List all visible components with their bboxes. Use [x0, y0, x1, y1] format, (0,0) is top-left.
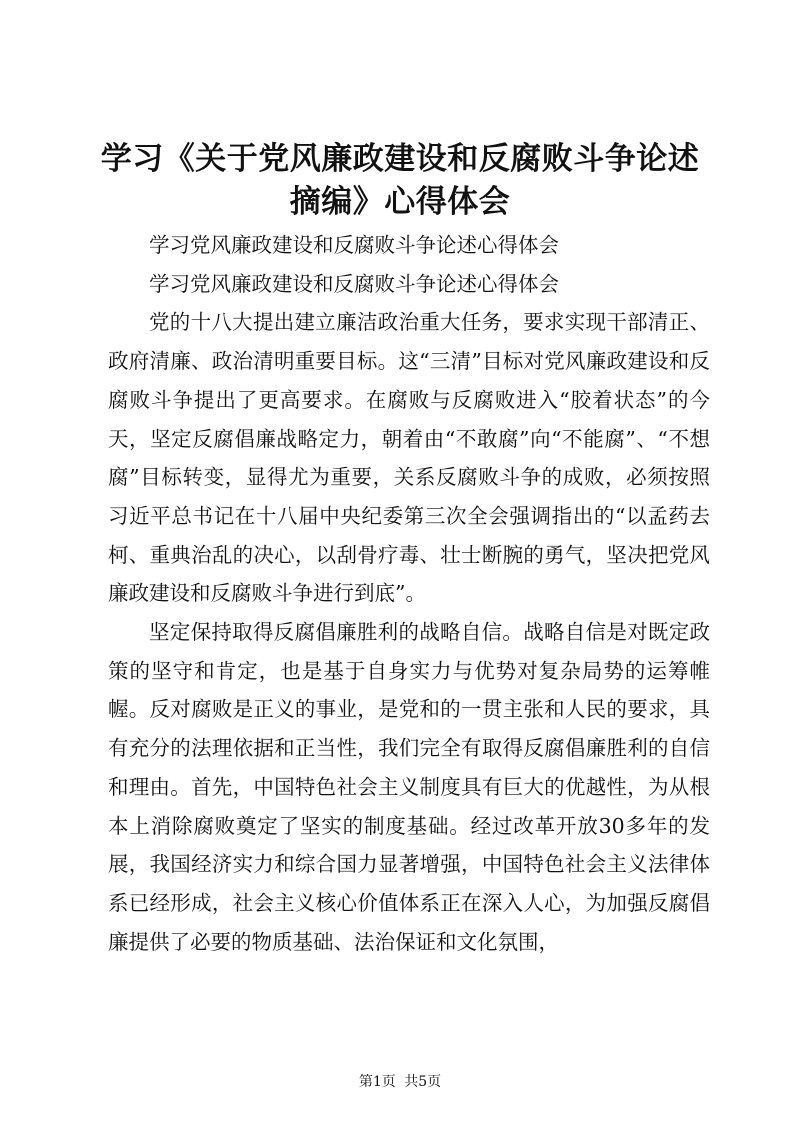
- paragraph-intro: 党的十八大提出建立廉洁政治重大任务，要求实现干部清正、政府清廉、政治清明重要目标。这“三清”目标对党风廉政建设和反腐败斗争提出了更高要求。在腐败与反腐败进入“胶着状态”的今天，坚定反腐倡廉战略定力，朝着由“不敢腐”向“不能腐”、“不想腐”目标转变，显得尤为重要，关系反腐败斗争的成败，必须按照习近平总书记在十八届中央纪委第三次全会强调指出的“以孟药去柯、重典治乱的决心，以刮骨疗毒、壮士断腕的勇气，坚决把党风廉政建设和反腐败斗争进行到底”。: [108, 310, 710, 606]
- paragraph-subtitle-2: 学习党风廉政建设和反腐败斗争论述心得体会: [149, 271, 559, 296]
- page-number: 第1页: [358, 1074, 396, 1090]
- document-title: 学习《关于党风廉政建设和反腐败斗争论述摘编》心得体会: [100, 141, 700, 220]
- paragraph-strategic-confidence: 坚定保持取得反腐倡廉胜利的战略自信。战略自信是对既定政策的坚守和肯定，也是基于自身实力与优势对复杂局势的运筹帷幄。反对腐败是正义的事业，是党和的一贯主张和人民的要求，具有充分的法理依据和正当性，我们完全有取得反腐倡廉胜利的自信和理由。首先，中国特色社会主义制度具有巨大的优越性，为从根本上消除腐败奠定了坚实的制度基础。经过改革开放30多年的发展，我国经济实力和综合国力显著增强，中国特色社会主义法律体系已经形成，社会主义核心价值体系正在深入人心，为加强反腐倡廉提供了必要的物质基础、法治保证和文化氛围，: [108, 620, 710, 954]
- document-body: [108, 226, 710, 961]
- page-footer: [0, 1073, 800, 1091]
- paragraph-subtitle-1: 学习党风廉政建设和反腐败斗争论述心得体会: [149, 233, 559, 257]
- page-total: 共5页: [404, 1074, 442, 1090]
